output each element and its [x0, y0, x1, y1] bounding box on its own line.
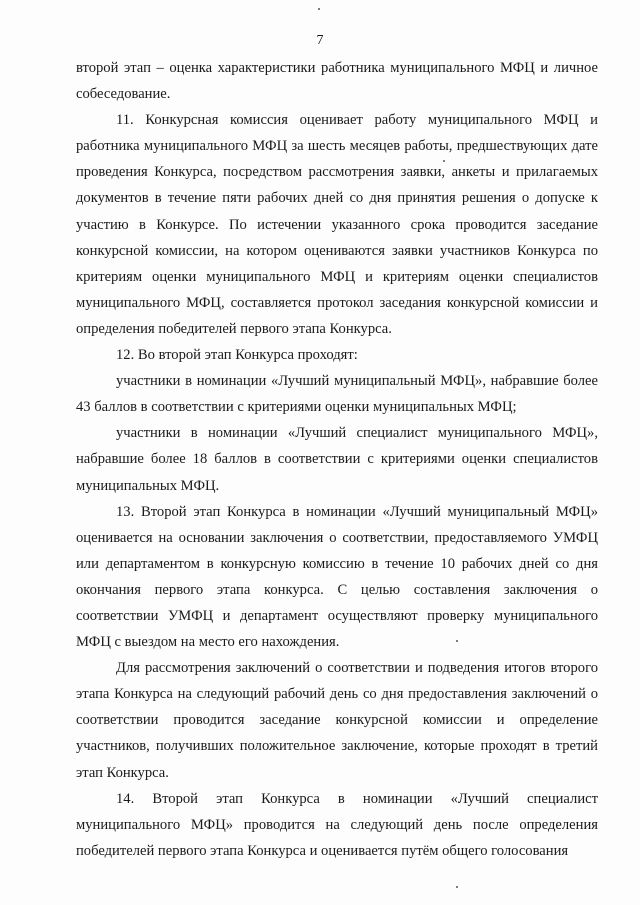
paragraph-13-review: Для рассмотрения заключений о соответствии и подведения итогов второго этапа Конкурса на следующий рабочий день со дня предоставления заключений о соответствии проводится заседание конкурсной комиссии и определение участников, получивших положительное заключение, которые проходят в третий этап Конкурса.: [76, 660, 598, 781]
paragraph-12: 12. Во второй этап Конкурса проходят:: [116, 347, 358, 364]
paragraph-12-item-best-mfc: участники в номинации «Лучший муниципальный МФЦ», набравшие более 43 баллов в соответствии с критериями оценки муниципальных МФЦ;: [76, 373, 598, 416]
paragraph-12-item-best-specialist: участники в номинации «Лучший специалист муниципального МФЦ», набравшие более 18 баллов в соответствии с критериями оценки специалистов муниципальных МФЦ.: [76, 425, 598, 494]
page-number: 7: [316, 33, 324, 48]
document-body: [76, 55, 598, 864]
paragraph-14: 14. Второй этап Конкурса в номинации «Лучший специалист муниципального МФЦ» проводится на следующий день после определения победителей первого этапа Конкурса и оценивается путём общего голосования: [76, 790, 598, 859]
paragraph-stage-two-continuation: второй этап – оценка характеристики работника муниципального МФЦ и личное собеседование.: [76, 60, 598, 103]
scan-speck: [443, 160, 445, 162]
paragraph-13: 13. Второй этап Конкурса в номинации «Лучший муниципальный МФЦ» оценивается на основании заключения о соответствии, предоставляемого УМФЦ или департаментом в конкурсную комиссию в течение 10 рабочих дней со дня окончания первого этапа конкурса. С целью составления заключения о соответствии УМФЦ и департамент осуществляют проверку муниципального МФЦ с выездом на место его нахождения.: [76, 503, 598, 651]
scan-speck: [456, 640, 458, 642]
paragraph-11: 11. Конкурсная комиссия оценивает работу муниципального МФЦ и работника муниципального МФЦ за шесть месяцев работы, предшествующих дате проведения Конкурса, посредством рассмотрения заявки, анкеты и прилагаемых документов в течение пяти рабочих дней со дня принятия решения о допуске к участию в Конкурсе. По истечении указанного срока проводится заседание конкурсной комиссии, на котором оцениваются заявки участников Конкурса по критериям оценки муниципального МФЦ и критериям оценки специалистов муниципального МФЦ, составляется протокол заседания конкурсной комиссии и определения победителей первого этапа Конкурса.: [76, 112, 598, 337]
scan-speck: [318, 8, 320, 10]
scan-speck: [456, 886, 458, 888]
